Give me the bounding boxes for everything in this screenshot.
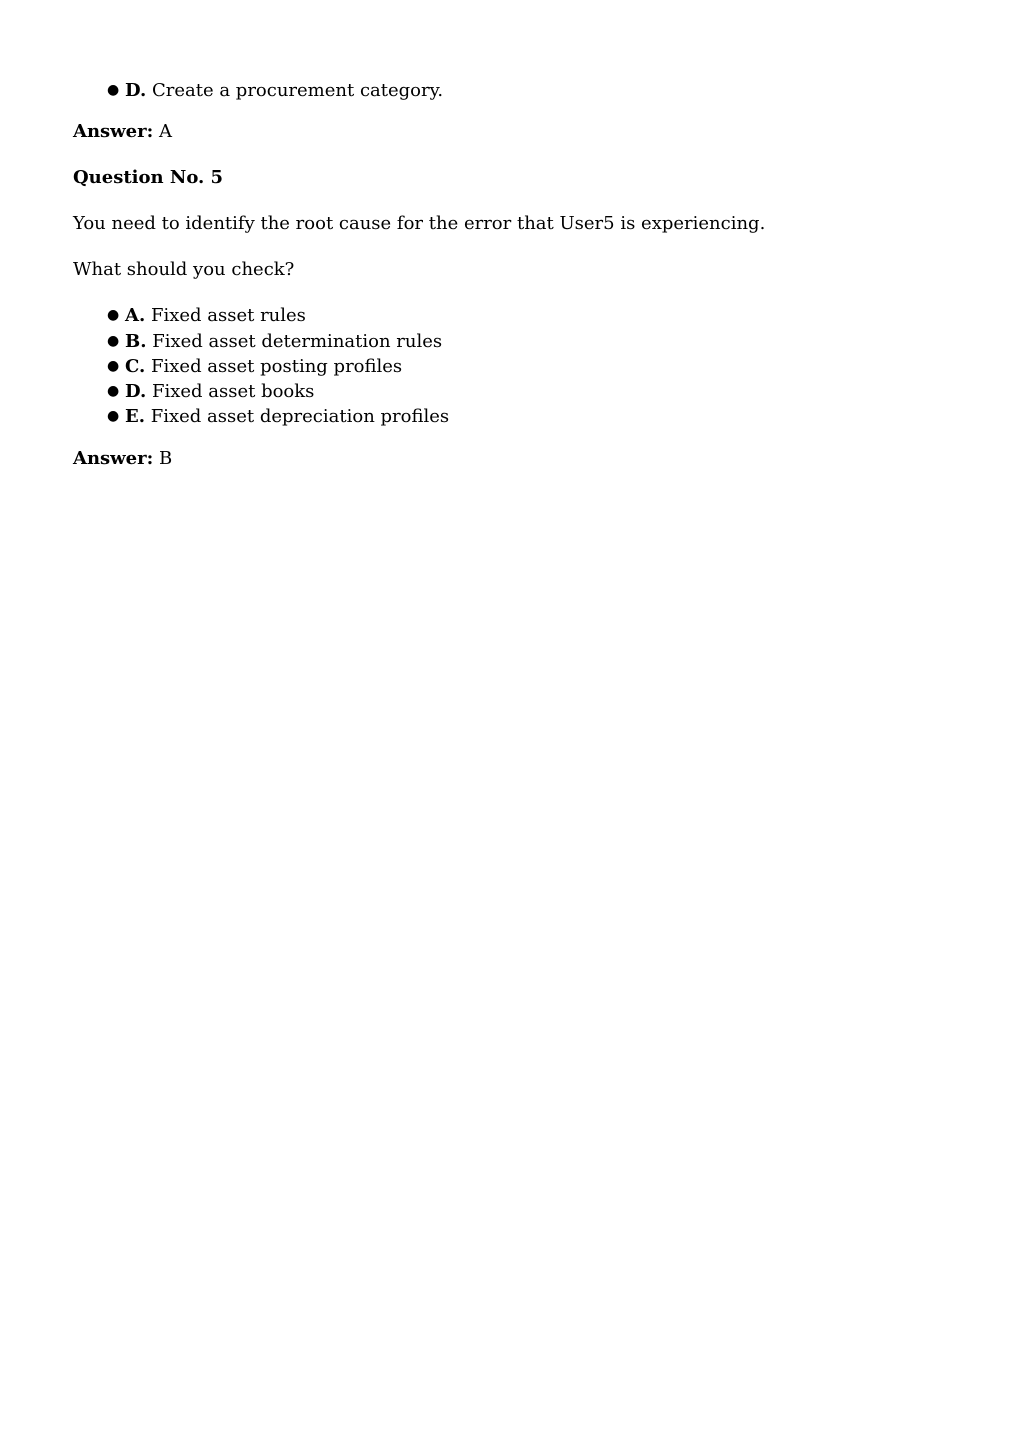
option-text: Fixed asset depreciation profiles [150, 406, 450, 428]
option-d [107, 78, 953, 103]
option-e [107, 404, 953, 429]
option-letter: D. [125, 381, 147, 403]
option-text: Fixed asset books [151, 381, 315, 403]
option-letter: C. [125, 355, 146, 377]
bullet-icon: ● [107, 383, 120, 400]
bullet-icon: ● [107, 357, 120, 374]
option-text: Fixed asset posting profiles [151, 355, 403, 377]
option-text: Fixed asset rules [150, 305, 306, 327]
bullet-icon: ● [107, 307, 120, 324]
question-options [73, 303, 953, 429]
answer-label: Answer: [73, 121, 154, 143]
question-title: Question No. 5 [73, 167, 224, 189]
option-letter: E. [125, 406, 145, 428]
option-a [107, 303, 953, 328]
option-letter: D. [125, 80, 147, 101]
question-prompt: You need to identify the root cause for the error that User5 is experiencing. [73, 213, 766, 235]
answer-value: A [159, 121, 172, 143]
option-text: Create a procurement category. [151, 80, 444, 101]
bullet-icon: ● [107, 82, 120, 98]
option-letter: A. [125, 305, 146, 327]
prev-answer [73, 119, 953, 144]
question-sub-prompt: What should you check? [73, 259, 295, 281]
document-content [73, 78, 953, 471]
prev-question-options [73, 78, 953, 103]
option-c [107, 354, 953, 379]
bullet-icon: ● [107, 408, 120, 425]
option-letter: B. [125, 330, 147, 352]
option-text: Fixed asset determination rules [152, 330, 443, 352]
bullet-icon: ● [107, 332, 120, 349]
option-b [107, 329, 953, 354]
option-d [107, 379, 953, 404]
answer-value: B [159, 447, 173, 469]
question-answer [73, 446, 953, 471]
answer-label: Answer: [73, 447, 154, 469]
